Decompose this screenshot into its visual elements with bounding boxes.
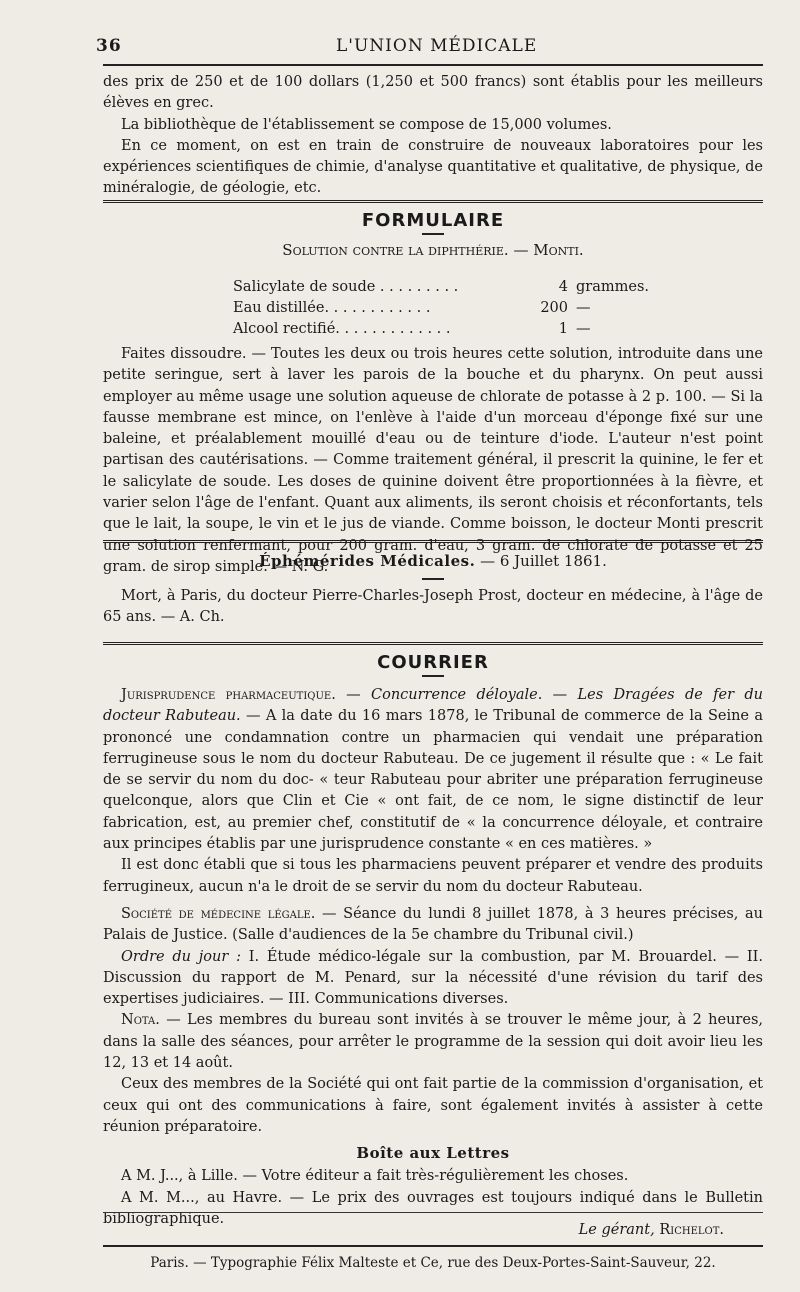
intro-paragraph-2: La bibliothèque de l'établissement se compose de 15,000 volumes. [121, 116, 612, 133]
nota-body: — Les membres du bureau sont invités à se trouver le même jour, à 2 heures, dans la salle des séances, pour arrêter le programme de la session qui doit avoir lieu les 12, 13 et 14 août. [103, 1012, 763, 1072]
ingredient-qty: 200 [540, 300, 568, 316]
ephemerides-title: Éphémérides Médicales. [259, 552, 476, 570]
title-dash [422, 675, 444, 677]
boite-title: Boîte aux Lettres [356, 1144, 510, 1163]
societe-paragraph [103, 904, 763, 947]
page-number: 36 [96, 36, 122, 56]
ephemerides-date: — 6 Juillet 1861. [480, 552, 607, 570]
title-dash [422, 233, 444, 235]
page-header [96, 30, 764, 60]
jurisprudence-paragraph [103, 685, 763, 855]
signature-name: Richelot. [659, 1222, 724, 1238]
title-dash [422, 578, 444, 580]
header-rule [103, 64, 763, 66]
recipe-row [233, 277, 649, 298]
societe-lead: Société de médecine légale. [121, 905, 316, 922]
ingredient-name: Salicylate de soude . . . . . . . . . [233, 279, 459, 295]
recipe-row [233, 298, 649, 319]
formulaire-text: Faites dissoudre. — Toutes les deux ou trois heures cette solution, introduite dans une petite seringue, sert à laver les parois de la bouche et du pharynx. On peut aussi employer au même usage une solution aqueuse de chlorate de potasse à 2 p. 100. — Si la fausse membrane est mince, on l'enlève à l'aide d'un morceau d'éponge fixé sur une baleine, et préalablement mouillé d'eau ou de teinture d'iode. L'auteur n'est point partisan des cautérisations. — Comme traitement général, il prescrit la quinine, le fer et le salicylate de soude. Les doses de quinine doivent être proportionnées à la fièvre, et varier selon l'âge de l'enfant. Quant aux aliments, ils seront choisis et réconfortants, tels que le lait, la soupe, le vin et le jus de viande. Comme boisson, le docteur Monti prescrit une solution renfermant, pour 200 gram. d'eau, 3 gram. de chlorate de potasse et 25 gram. de sirop simple. — N. G. [103, 346, 763, 575]
nota-lead: Nota. [121, 1012, 160, 1029]
societe-body: — Séance du lundi 8 juillet 1878, à 3 heures précises, au Palais de Justice. (Salle d'audiences de la 5e chambre du Tribunal civil.) [103, 905, 764, 944]
footer-rule [103, 1212, 763, 1213]
ingredient-name: Eau distillée. . . . . . . . . . . . [233, 300, 431, 316]
jurisprudence-lead: Jurisprudence pharmaceutique. [121, 687, 336, 703]
formulaire-body [103, 344, 763, 578]
jurisprudence-title: — Concurrence déloyale. — Les Dragées de fer du docteur Rabuteau. [103, 687, 763, 725]
formulaire-title: FORMULAIRE [361, 210, 505, 231]
ephemerides-heading [103, 552, 763, 570]
ordre-paragraph [103, 947, 763, 1011]
ingredient-qty: 4 [558, 279, 568, 295]
running-title: L'UNION MÉDICALE [336, 36, 538, 56]
letter-1: A M. J..., à Lille. — Votre éditeur a fait très-régulièrement les choses. [121, 1168, 629, 1185]
formulaire-section [103, 210, 763, 259]
courrier-title: COURRIER [377, 652, 489, 673]
ingredient-unit: grammes. [576, 279, 649, 295]
formulaire-subtitle: Solution contre la diphthérie. — Monti. [282, 241, 584, 259]
ephemerides-section [103, 552, 763, 629]
intro-paragraph-1: des prix de 250 et de 100 dollars (1,250 et 500 francs) sont établis pour les meilleurs élèves en grec. [103, 74, 763, 112]
ordre-lead: Ordre du jour : [121, 948, 241, 965]
jurisprudence-conclusion: Il est donc établi que si tous les pharmaciens peuvent préparer et vendre des produits ferrugineux, aucun n'a le droit de se servir du nom du docteur Rabuteau. [103, 857, 763, 895]
ingredient-unit: — [576, 321, 591, 337]
imprint: Paris. — Typographie Félix Malteste et Ce, rue des Deux-Portes-Saint-Sauveur, 22. [150, 1255, 716, 1271]
intro-section [103, 72, 763, 200]
recipe-row [233, 319, 649, 340]
signature-label: Le gérant, [578, 1222, 655, 1238]
letter-2: A M. M..., au Havre. — Le prix des ouvrages est toujours indiqué dans le Bulletin bibliographique. [103, 1189, 763, 1227]
section-divider [103, 642, 763, 645]
ordre-body: I. Étude médico-légale sur la combustion, par M. Brouardel. — II. Discussion du rapport de M. Penard, sur la nécessité d'une révision du tarif des expertises judiciaires. — III. Communications diverses. [103, 948, 763, 1008]
nota-paragraph [103, 1010, 763, 1074]
signature [579, 1222, 724, 1238]
ingredient-name: Alcool rectifié. . . . . . . . . . . . . [233, 321, 451, 337]
ceux-paragraph: Ceux des membres de la Société qui ont fait partie de la commission d'organisation, et ceux qui ont des communications à faire, sont également invités à assister à cette réunion préparatoire. [103, 1076, 763, 1135]
section-divider [103, 540, 763, 543]
ephemerides-text: Mort, à Paris, du docteur Pierre-Charles-Joseph Prost, docteur en médecine, à l'âge de 65 ans. — A. Ch. [103, 588, 763, 626]
section-divider [103, 200, 763, 203]
courrier-section [103, 652, 763, 1230]
jurisprudence-body: — A la date du 16 mars 1878, le Tribunal de commerce de la Seine a prononcé une condamnation contre un pharmacien qui vendait une préparation ferrugineuse sous le nom du docteur Rabuteau. De ce jugement il résulte que : « Le fait de se servir du nom du doc- « teur Rabuteau pour abriter une préparation ferrugineuse quelconque, alors que Clin et Cie « ont fait, de ce nom, le signe distinctif de leur fabrication, est, au premier chef, constitutif de « la concurrence déloyale, et contraire aux principes établis par une jurisprudence constante « en ces matières. » [103, 708, 763, 853]
ingredient-qty: 1 [558, 321, 568, 337]
imprint-rule [103, 1245, 763, 1247]
recipe-list [233, 277, 649, 340]
intro-paragraph-3: En ce moment, on est en train de construire de nouveaux laboratoires pour les expériences scientifiques de chimie, d'analyse quantitative et qualitative, de physique, de minéralogie, de géologie, etc. [103, 137, 763, 197]
ingredient-unit: — [576, 300, 591, 316]
